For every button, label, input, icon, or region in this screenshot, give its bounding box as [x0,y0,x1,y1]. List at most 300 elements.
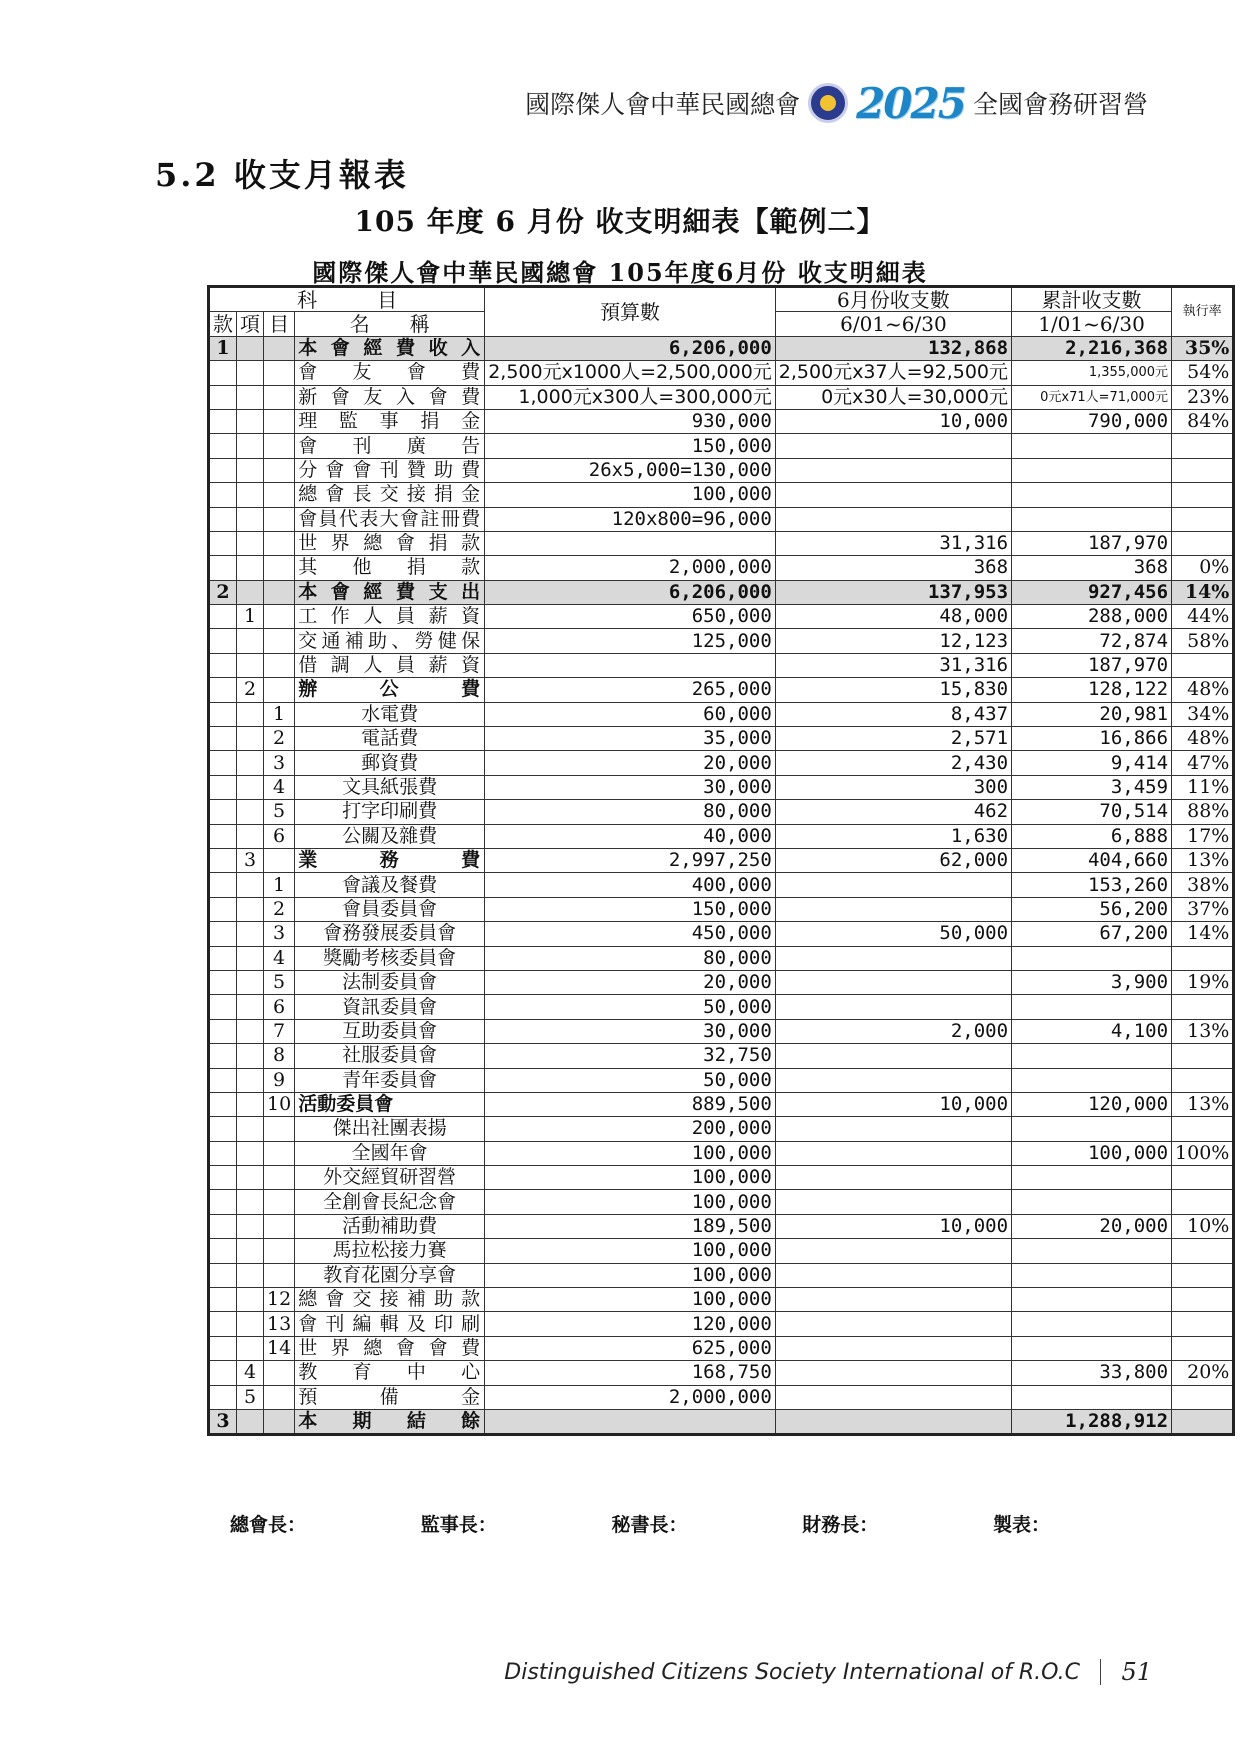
row-rate [1172,1044,1234,1068]
row-month: 48,000 [775,605,1011,629]
row-month: 368 [775,556,1011,580]
row-xiang [237,1117,264,1141]
row-month: 462 [775,800,1011,824]
row-budget: 200,000 [485,1117,776,1141]
row-xiang [237,897,264,921]
row-mu [264,848,295,872]
row-xiang [237,336,264,360]
row-xiang [237,775,264,799]
row-month [775,1288,1011,1312]
row-name: 新會友入會費 [295,385,485,409]
row-rate: 88% [1172,800,1234,824]
table-row [209,1385,1234,1409]
row-mu [264,1214,295,1238]
row-name: 互助委員會 [295,1019,485,1043]
row-rate: 13% [1172,848,1234,872]
row-mu [264,458,295,482]
row-month [775,1336,1011,1360]
row-month: 300 [775,775,1011,799]
row-xiang [237,1214,264,1238]
row-kuan [209,1117,237,1141]
society-seal-icon [808,83,848,123]
row-month [775,1117,1011,1141]
row-name: 會議及餐費 [295,873,485,897]
row-mu: 4 [264,775,295,799]
row-rate [1172,653,1234,677]
row-mu: 2 [264,727,295,751]
table-row [209,336,1234,360]
row-rate [1172,1336,1234,1360]
row-name: 水電費 [295,702,485,726]
row-name: 馬拉松接力賽 [295,1239,485,1263]
row-mu: 14 [264,1336,295,1360]
row-cumulative [1012,1385,1172,1409]
row-kuan [209,1239,237,1263]
row-cumulative: 16,866 [1012,727,1172,751]
table-row [209,1166,1234,1190]
row-month [775,1361,1011,1385]
row-xiang [237,922,264,946]
table-row [209,1068,1234,1092]
xiang-header: 項 [237,312,264,336]
row-month: 2,430 [775,751,1011,775]
row-name: 會刊編輯及印刷 [295,1312,485,1336]
row-rate: 47% [1172,751,1234,775]
row-xiang [237,580,264,604]
row-name: 郵資費 [295,751,485,775]
table-row [209,629,1234,653]
row-xiang: 2 [237,678,264,702]
row-rate [1172,1409,1234,1434]
row-name: 教育中心 [295,1361,485,1385]
row-month: 1,630 [775,824,1011,848]
row-name: 社服委員會 [295,1044,485,1068]
row-rate [1172,1068,1234,1092]
row-cumulative [1012,1288,1172,1312]
row-kuan [209,727,237,751]
row-mu: 1 [264,702,295,726]
row-name: 辦公費 [295,678,485,702]
row-budget: 26x5,000=130,000 [485,458,776,482]
row-xiang [237,1312,264,1336]
row-budget: 100,000 [485,1141,776,1165]
row-xiang: 4 [237,1361,264,1385]
table-row [209,1190,1234,1214]
row-budget: 120,000 [485,1312,776,1336]
row-mu [264,678,295,702]
row-rate: 13% [1172,1019,1234,1043]
row-kuan [209,531,237,555]
row-mu: 6 [264,824,295,848]
row-mu [264,336,295,360]
row-rate: 0% [1172,556,1234,580]
row-name: 青年委員會 [295,1068,485,1092]
row-cumulative: 790,000 [1012,409,1172,433]
row-name: 預備金 [295,1385,485,1409]
table-row [209,1336,1234,1360]
row-kuan [209,800,237,824]
row-name: 電話費 [295,727,485,751]
row-kuan [209,1385,237,1409]
row-kuan [209,556,237,580]
row-month: 15,830 [775,678,1011,702]
row-kuan [209,507,237,531]
table-row [209,1214,1234,1238]
row-kuan [209,873,237,897]
row-rate [1172,1190,1234,1214]
table-row [209,1092,1234,1116]
row-mu: 9 [264,1068,295,1092]
row-name: 全創會長紀念會 [295,1190,485,1214]
row-month [775,873,1011,897]
row-xiang [237,1409,264,1434]
row-mu [264,556,295,580]
row-budget: 120x800=96,000 [485,507,776,531]
row-cumulative: 33,800 [1012,1361,1172,1385]
row-kuan [209,897,237,921]
row-budget: 2,500元x1000人=2,500,000元 [485,361,776,385]
row-name: 活動補助費 [295,1214,485,1238]
row-mu [264,1166,295,1190]
row-cumulative [1012,458,1172,482]
table-row [209,873,1234,897]
row-budget: 50,000 [485,995,776,1019]
row-kuan [209,458,237,482]
row-rate [1172,531,1234,555]
cumulative-header: 累計收支數 [1012,287,1172,312]
row-cumulative: 100,000 [1012,1141,1172,1165]
row-xiang [237,556,264,580]
row-xiang [237,1239,264,1263]
table-row [209,1239,1234,1263]
table-row [209,1312,1234,1336]
row-name: 工作人員薪資 [295,605,485,629]
row-mu [264,629,295,653]
row-kuan: 2 [209,580,237,604]
row-xiang [237,1068,264,1092]
row-month [775,995,1011,1019]
row-month [775,458,1011,482]
row-budget: 150,000 [485,434,776,458]
row-kuan [209,483,237,507]
row-kuan [209,1141,237,1165]
row-kuan [209,1288,237,1312]
row-cumulative [1012,1166,1172,1190]
row-name: 打字印刷費 [295,800,485,824]
row-budget [485,531,776,555]
row-rate: 14% [1172,580,1234,604]
header-event-name: 全國會務研習營 [972,90,1148,119]
row-mu: 4 [264,946,295,970]
row-rate: 100% [1172,1141,1234,1165]
row-xiang [237,531,264,555]
month-header: 6月份收支數 [775,287,1011,312]
row-mu [264,434,295,458]
row-budget: 889,500 [485,1092,776,1116]
row-month: 50,000 [775,922,1011,946]
row-month [775,897,1011,921]
row-name: 本期結餘 [295,1409,485,1434]
row-budget: 450,000 [485,922,776,946]
row-cumulative: 2,216,368 [1012,336,1172,360]
row-cumulative: 153,260 [1012,873,1172,897]
table-row [209,580,1234,604]
row-month: 2,571 [775,727,1011,751]
row-kuan [209,702,237,726]
row-rate: 35% [1172,336,1234,360]
row-cumulative [1012,1312,1172,1336]
cumulative-range-header: 1/01~6/30 [1012,312,1172,336]
footer-org-name: Distinguished Citizens Society International of R.O.C [504,1659,1080,1685]
page-header [525,78,1148,128]
row-mu: 3 [264,922,295,946]
row-month [775,1166,1011,1190]
row-month [775,1409,1011,1434]
row-rate: 20% [1172,1361,1234,1385]
row-month [775,1263,1011,1287]
row-budget: 625,000 [485,1336,776,1360]
row-kuan [209,1044,237,1068]
row-budget: 60,000 [485,702,776,726]
row-xiang [237,995,264,1019]
table-body [209,336,1234,1435]
row-xiang [237,800,264,824]
row-month [775,1385,1011,1409]
row-mu: 12 [264,1288,295,1312]
table-row [209,653,1234,677]
table-row [209,995,1234,1019]
row-mu: 6 [264,995,295,1019]
row-name: 外交經貿研習營 [295,1166,485,1190]
row-name: 借調人員薪資 [295,653,485,677]
row-budget: 2,997,250 [485,848,776,872]
row-kuan [209,1190,237,1214]
row-cumulative: 9,414 [1012,751,1172,775]
row-month: 31,316 [775,531,1011,555]
table-row [209,458,1234,482]
row-name: 會務發展委員會 [295,922,485,946]
row-budget: 265,000 [485,678,776,702]
row-rate: 54% [1172,361,1234,385]
row-month: 10,000 [775,409,1011,433]
row-cumulative: 67,200 [1012,922,1172,946]
header-org-name: 國際傑人會中華民國總會 [525,90,801,119]
table-row [209,678,1234,702]
row-kuan [209,848,237,872]
row-cumulative: 3,459 [1012,775,1172,799]
row-xiang [237,1092,264,1116]
table-row [209,361,1234,385]
row-budget: 100,000 [485,1263,776,1287]
row-budget: 100,000 [485,1190,776,1214]
row-rate [1172,1263,1234,1287]
row-xiang [237,458,264,482]
row-budget: 1,000元x300人=300,000元 [485,385,776,409]
income-expense-table [207,285,1235,1436]
table-row [209,483,1234,507]
row-name: 本會經費收入 [295,336,485,360]
row-name: 會員代表大會註冊費 [295,507,485,531]
row-xiang [237,946,264,970]
row-cumulative [1012,1263,1172,1287]
row-kuan [209,361,237,385]
row-xiang [237,1141,264,1165]
row-kuan [209,995,237,1019]
row-month [775,1312,1011,1336]
row-budget: 40,000 [485,824,776,848]
row-rate: 58% [1172,629,1234,653]
row-mu [264,1239,295,1263]
row-cumulative: 404,660 [1012,848,1172,872]
row-month: 137,953 [775,580,1011,604]
table-row [209,605,1234,629]
row-cumulative: 3,900 [1012,970,1172,994]
table-row [209,434,1234,458]
row-mu [264,1385,295,1409]
row-cumulative [1012,507,1172,531]
row-month [775,434,1011,458]
row-name: 法制委員會 [295,970,485,994]
row-name: 會員委員會 [295,897,485,921]
row-name: 交通補助、勞健保 [295,629,485,653]
row-month [775,483,1011,507]
row-xiang [237,409,264,433]
row-xiang [237,1288,264,1312]
row-budget: 20,000 [485,970,776,994]
row-kuan [209,775,237,799]
document-subtitle: 105 年度 6 月份 收支明細表【範例二】 [354,205,886,238]
row-month [775,1044,1011,1068]
row-month [775,1068,1011,1092]
table-row [209,800,1234,824]
row-mu: 13 [264,1312,295,1336]
row-rate: 10% [1172,1214,1234,1238]
row-rate: 13% [1172,1092,1234,1116]
row-cumulative: 56,200 [1012,897,1172,921]
row-cumulative: 70,514 [1012,800,1172,824]
row-kuan [209,1068,237,1092]
row-name: 教育花園分享會 [295,1263,485,1287]
row-kuan [209,1263,237,1287]
row-mu [264,605,295,629]
row-budget: 30,000 [485,775,776,799]
row-month [775,1190,1011,1214]
row-xiang [237,507,264,531]
row-mu [264,531,295,555]
row-month: 10,000 [775,1214,1011,1238]
row-name: 傑出社團表揚 [295,1117,485,1141]
row-kuan [209,1312,237,1336]
row-mu: 8 [264,1044,295,1068]
row-xiang [237,434,264,458]
row-rate: 84% [1172,409,1234,433]
row-cumulative: 187,970 [1012,531,1172,555]
row-budget: 6,206,000 [485,580,776,604]
row-mu: 10 [264,1092,295,1116]
row-xiang [237,873,264,897]
row-cumulative: 72,874 [1012,629,1172,653]
row-cumulative [1012,434,1172,458]
row-mu [264,1117,295,1141]
row-month: 2,500元x37人=92,500元 [775,361,1011,385]
row-mu [264,1409,295,1434]
row-xiang [237,751,264,775]
page-number: 51 [1121,1658,1152,1686]
row-rate [1172,507,1234,531]
table-title: 國際傑人會中華民國總會 105年度6月份 收支明細表 [312,258,928,287]
row-budget: 930,000 [485,409,776,433]
row-mu [264,1190,295,1214]
row-rate: 38% [1172,873,1234,897]
row-xiang [237,727,264,751]
row-kuan [209,409,237,433]
row-cumulative: 4,100 [1012,1019,1172,1043]
row-budget [485,653,776,677]
row-kuan: 1 [209,336,237,360]
row-month: 0元x30人=30,000元 [775,385,1011,409]
budget-header: 預算數 [485,287,776,337]
row-name: 世界總會捐款 [295,531,485,555]
row-rate [1172,1117,1234,1141]
row-budget: 2,000,000 [485,1385,776,1409]
table-row [209,385,1234,409]
row-budget: 35,000 [485,727,776,751]
row-name: 會刊廣告 [295,434,485,458]
table-row [209,1263,1234,1287]
row-rate: 48% [1172,727,1234,751]
row-cumulative [1012,1190,1172,1214]
table-row [209,946,1234,970]
row-name: 總會交接補助款 [295,1288,485,1312]
table-row [209,702,1234,726]
row-kuan [209,1019,237,1043]
row-rate: 34% [1172,702,1234,726]
row-kuan [209,1166,237,1190]
row-cumulative: 927,456 [1012,580,1172,604]
table-row [209,897,1234,921]
row-rate [1172,1312,1234,1336]
row-mu [264,580,295,604]
row-xiang [237,483,264,507]
row-name: 其他捐款 [295,556,485,580]
row-name: 活動委員會 [295,1092,485,1116]
table-row [209,1141,1234,1165]
row-kuan [209,1092,237,1116]
row-xiang [237,361,264,385]
subject-header: 科 目 [209,287,485,312]
row-rate: 17% [1172,824,1234,848]
row-name: 公關及雜費 [295,824,485,848]
row-cumulative [1012,1117,1172,1141]
row-rate [1172,995,1234,1019]
row-xiang: 5 [237,1385,264,1409]
row-budget: 30,000 [485,1019,776,1043]
row-rate: 23% [1172,385,1234,409]
row-rate [1172,1288,1234,1312]
row-budget: 20,000 [485,751,776,775]
row-cumulative [1012,1239,1172,1263]
row-mu [264,409,295,433]
row-kuan [209,434,237,458]
row-kuan [209,824,237,848]
row-xiang [237,1044,264,1068]
row-budget: 168,750 [485,1361,776,1385]
row-name: 總會長交接捐金 [295,483,485,507]
table-row [209,970,1234,994]
row-cumulative [1012,483,1172,507]
year-logo: 2025 [856,78,965,128]
row-xiang [237,1336,264,1360]
